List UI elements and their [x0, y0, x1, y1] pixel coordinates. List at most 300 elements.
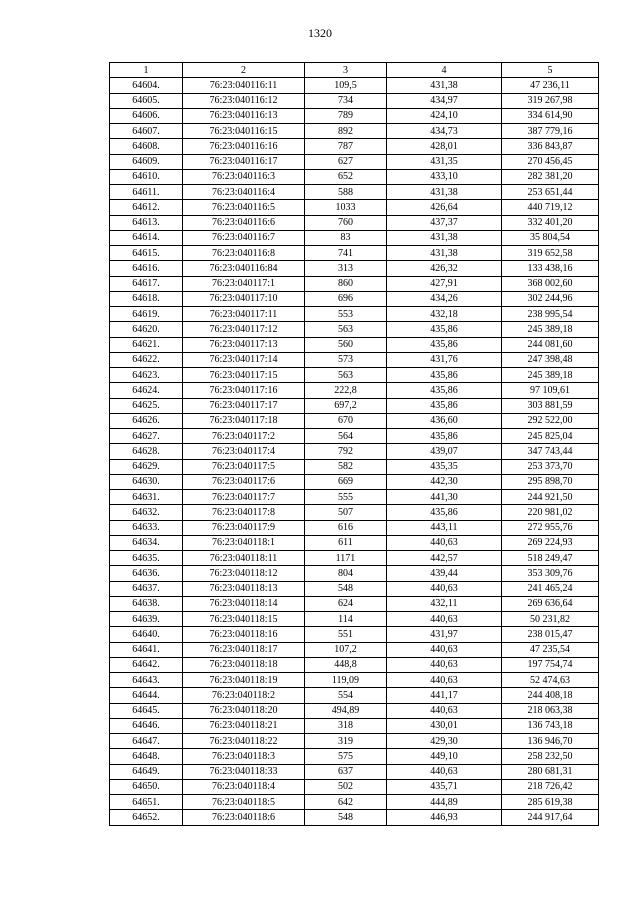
row-number-cell: 64615. [110, 246, 183, 261]
data-table [109, 62, 599, 826]
page-number: 1320 [308, 26, 332, 40]
cadastral-number-cell: 76:23:040118:22 [183, 734, 305, 749]
cadastral-number-cell: 76:23:040117:2 [183, 429, 305, 444]
cadastral-number-cell: 76:23:040118:13 [183, 581, 305, 596]
cadastral-number-cell: 76:23:040117:17 [183, 398, 305, 413]
column-header: 3 [305, 63, 387, 78]
cadastral-number-cell: 76:23:040118:17 [183, 642, 305, 657]
row-number-cell: 64631. [110, 490, 183, 505]
area-cell: 502 [305, 779, 387, 794]
row-number-cell: 64639. [110, 612, 183, 627]
row-number-cell: 64632. [110, 505, 183, 520]
table-row [110, 352, 599, 367]
rate-cell: 440,63 [387, 673, 502, 688]
cadastral-number-cell: 76:23:040118:12 [183, 566, 305, 581]
table-row [110, 337, 599, 352]
area-cell: 575 [305, 749, 387, 764]
cadastral-number-cell: 76:23:040117:15 [183, 368, 305, 383]
table-row [110, 276, 599, 291]
area-cell: 319 [305, 734, 387, 749]
row-number-cell: 64629. [110, 459, 183, 474]
cadastral-number-cell: 76:23:040116:15 [183, 124, 305, 139]
cadastral-number-cell: 76:23:040118:3 [183, 749, 305, 764]
table-row [110, 368, 599, 383]
row-number-cell: 64651. [110, 795, 183, 810]
column-header: 2 [183, 63, 305, 78]
cadastral-number-cell: 76:23:040116:16 [183, 139, 305, 154]
cadastral-number-cell: 76:23:040117:18 [183, 413, 305, 428]
table-row [110, 688, 599, 703]
value-cell: 220 981,02 [502, 505, 599, 520]
cadastral-number-cell: 76:23:040118:18 [183, 657, 305, 672]
area-cell: 670 [305, 413, 387, 428]
row-number-cell: 64650. [110, 779, 183, 794]
table-row [110, 581, 599, 596]
rate-cell: 428,01 [387, 139, 502, 154]
row-number-cell: 64626. [110, 413, 183, 428]
value-cell: 292 522,00 [502, 413, 599, 428]
cadastral-number-cell: 76:23:040118:16 [183, 627, 305, 642]
area-cell: 804 [305, 566, 387, 581]
rate-cell: 442,30 [387, 474, 502, 489]
table-row [110, 307, 599, 322]
value-cell: 253 373,70 [502, 459, 599, 474]
row-number-cell: 64649. [110, 764, 183, 779]
area-cell: 624 [305, 596, 387, 611]
cadastral-number-cell: 76:23:040117:13 [183, 337, 305, 352]
table-row [110, 657, 599, 672]
row-number-cell: 64617. [110, 276, 183, 291]
row-number-cell: 64646. [110, 718, 183, 733]
area-cell: 548 [305, 581, 387, 596]
cadastral-number-cell: 76:23:040116:8 [183, 246, 305, 261]
rate-cell: 440,63 [387, 764, 502, 779]
area-cell: 114 [305, 612, 387, 627]
rate-cell: 437,37 [387, 215, 502, 230]
cadastral-number-cell: 76:23:040118:14 [183, 596, 305, 611]
cadastral-number-cell: 76:23:040116:6 [183, 215, 305, 230]
value-cell: 136 946,70 [502, 734, 599, 749]
value-cell: 244 081,60 [502, 337, 599, 352]
cadastral-number-cell: 76:23:040118:2 [183, 688, 305, 703]
rate-cell: 449,10 [387, 749, 502, 764]
cadastral-number-cell: 76:23:040116:4 [183, 185, 305, 200]
row-number-cell: 64618. [110, 291, 183, 306]
rate-cell: 431,38 [387, 78, 502, 93]
area-cell: 1033 [305, 200, 387, 215]
table-row [110, 551, 599, 566]
value-cell: 269 224,93 [502, 535, 599, 550]
cadastral-number-cell: 76:23:040117:9 [183, 520, 305, 535]
row-number-cell: 64609. [110, 154, 183, 169]
value-cell: 244 408,18 [502, 688, 599, 703]
table-row [110, 261, 599, 276]
area-cell: 119,09 [305, 673, 387, 688]
area-cell: 892 [305, 124, 387, 139]
cadastral-number-cell: 76:23:040117:1 [183, 276, 305, 291]
row-number-cell: 64635. [110, 551, 183, 566]
value-cell: 440 719,12 [502, 200, 599, 215]
value-cell: 244 917,64 [502, 810, 599, 825]
value-cell: 47 235,54 [502, 642, 599, 657]
row-number-cell: 64621. [110, 337, 183, 352]
table-row [110, 520, 599, 535]
cadastral-number-cell: 76:23:040118:5 [183, 795, 305, 810]
table-row [110, 78, 599, 93]
area-cell: 553 [305, 307, 387, 322]
table-row [110, 108, 599, 123]
row-number-cell: 64619. [110, 307, 183, 322]
rate-cell: 431,35 [387, 154, 502, 169]
value-cell: 47 236,11 [502, 78, 599, 93]
value-cell: 353 309,76 [502, 566, 599, 581]
area-cell: 560 [305, 337, 387, 352]
cadastral-number-cell: 76:23:040118:1 [183, 535, 305, 550]
table-row [110, 169, 599, 184]
area-cell: 318 [305, 718, 387, 733]
area-cell: 637 [305, 764, 387, 779]
table-row [110, 627, 599, 642]
value-cell: 136 743,18 [502, 718, 599, 733]
rate-cell: 435,86 [387, 383, 502, 398]
value-cell: 295 898,70 [502, 474, 599, 489]
area-cell: 760 [305, 215, 387, 230]
value-cell: 247 398,48 [502, 352, 599, 367]
table-row [110, 124, 599, 139]
row-number-cell: 64610. [110, 169, 183, 184]
cadastral-number-cell: 76:23:040116:5 [183, 200, 305, 215]
value-cell: 387 779,16 [502, 124, 599, 139]
table-row [110, 398, 599, 413]
row-number-cell: 64640. [110, 627, 183, 642]
rate-cell: 424,10 [387, 108, 502, 123]
table-row [110, 185, 599, 200]
rate-cell: 435,86 [387, 429, 502, 444]
table-row [110, 291, 599, 306]
rate-cell: 440,63 [387, 535, 502, 550]
table-row [110, 749, 599, 764]
row-number-cell: 64608. [110, 139, 183, 154]
row-number-cell: 64614. [110, 230, 183, 245]
row-number-cell: 64612. [110, 200, 183, 215]
row-number-cell: 64633. [110, 520, 183, 535]
table-row [110, 154, 599, 169]
table-row [110, 413, 599, 428]
value-cell: 368 002,60 [502, 276, 599, 291]
value-cell: 241 465,24 [502, 581, 599, 596]
table-header-row [110, 63, 599, 78]
rate-cell: 434,26 [387, 291, 502, 306]
cadastral-number-cell: 76:23:040117:14 [183, 352, 305, 367]
area-cell: 313 [305, 261, 387, 276]
value-cell: 50 231,82 [502, 612, 599, 627]
area-cell: 551 [305, 627, 387, 642]
cadastral-number-cell: 76:23:040116:13 [183, 108, 305, 123]
rate-cell: 440,63 [387, 703, 502, 718]
row-number-cell: 64624. [110, 383, 183, 398]
area-cell: 573 [305, 352, 387, 367]
area-cell: 1171 [305, 551, 387, 566]
area-cell: 548 [305, 810, 387, 825]
rate-cell: 435,86 [387, 322, 502, 337]
cadastral-number-cell: 76:23:040117:12 [183, 322, 305, 337]
value-cell: 272 955,76 [502, 520, 599, 535]
rate-cell: 443,11 [387, 520, 502, 535]
rate-cell: 430,01 [387, 718, 502, 733]
rate-cell: 435,86 [387, 398, 502, 413]
rate-cell: 434,73 [387, 124, 502, 139]
table-row [110, 429, 599, 444]
row-number-cell: 64623. [110, 368, 183, 383]
rate-cell: 431,38 [387, 185, 502, 200]
cadastral-number-cell: 76:23:040117:5 [183, 459, 305, 474]
area-cell: 789 [305, 108, 387, 123]
value-cell: 332 401,20 [502, 215, 599, 230]
area-cell: 582 [305, 459, 387, 474]
row-number-cell: 64638. [110, 596, 183, 611]
cadastral-number-cell: 76:23:040116:84 [183, 261, 305, 276]
value-cell: 97 109,61 [502, 383, 599, 398]
rate-cell: 440,63 [387, 657, 502, 672]
area-cell: 734 [305, 93, 387, 108]
cadastral-number-cell: 76:23:040118:4 [183, 779, 305, 794]
value-cell: 258 232,50 [502, 749, 599, 764]
rate-cell: 436,60 [387, 413, 502, 428]
rate-cell: 439,07 [387, 444, 502, 459]
table-row [110, 596, 599, 611]
cadastral-number-cell: 76:23:040118:15 [183, 612, 305, 627]
area-cell: 109,5 [305, 78, 387, 93]
table-row [110, 505, 599, 520]
area-cell: 787 [305, 139, 387, 154]
table-row [110, 779, 599, 794]
area-cell: 564 [305, 429, 387, 444]
rate-cell: 435,86 [387, 368, 502, 383]
cadastral-number-cell: 76:23:040118:6 [183, 810, 305, 825]
value-cell: 244 921,50 [502, 490, 599, 505]
area-cell: 494,89 [305, 703, 387, 718]
cadastral-number-cell: 76:23:040118:33 [183, 764, 305, 779]
value-cell: 133 438,16 [502, 261, 599, 276]
value-cell: 282 381,20 [502, 169, 599, 184]
area-cell: 792 [305, 444, 387, 459]
row-number-cell: 64642. [110, 657, 183, 672]
area-cell: 611 [305, 535, 387, 550]
row-number-cell: 64607. [110, 124, 183, 139]
table-row [110, 474, 599, 489]
rate-cell: 435,71 [387, 779, 502, 794]
rate-cell: 441,17 [387, 688, 502, 703]
value-cell: 347 743,44 [502, 444, 599, 459]
table-row [110, 490, 599, 505]
area-cell: 697,2 [305, 398, 387, 413]
rate-cell: 432,18 [387, 307, 502, 322]
area-cell: 107,2 [305, 642, 387, 657]
area-cell: 652 [305, 169, 387, 184]
value-cell: 238 015,47 [502, 627, 599, 642]
column-header: 1 [110, 63, 183, 78]
row-number-cell: 64616. [110, 261, 183, 276]
value-cell: 52 474,63 [502, 673, 599, 688]
rate-cell: 427,91 [387, 276, 502, 291]
rate-cell: 440,63 [387, 581, 502, 596]
rate-cell: 431,38 [387, 246, 502, 261]
area-cell: 860 [305, 276, 387, 291]
rate-cell: 431,97 [387, 627, 502, 642]
value-cell: 518 249,47 [502, 551, 599, 566]
row-number-cell: 64620. [110, 322, 183, 337]
area-cell: 588 [305, 185, 387, 200]
rate-cell: 432,11 [387, 596, 502, 611]
table-row [110, 566, 599, 581]
row-number-cell: 64644. [110, 688, 183, 703]
row-number-cell: 64641. [110, 642, 183, 657]
row-number-cell: 64604. [110, 78, 183, 93]
value-cell: 245 825,04 [502, 429, 599, 444]
rate-cell: 435,35 [387, 459, 502, 474]
table-row [110, 215, 599, 230]
rate-cell: 435,86 [387, 505, 502, 520]
rate-cell: 440,63 [387, 642, 502, 657]
table-row [110, 200, 599, 215]
value-cell: 334 614,90 [502, 108, 599, 123]
table-row [110, 535, 599, 550]
table-row [110, 230, 599, 245]
area-cell: 222,8 [305, 383, 387, 398]
rate-cell: 439,44 [387, 566, 502, 581]
table-row [110, 612, 599, 627]
row-number-cell: 64628. [110, 444, 183, 459]
cadastral-number-cell: 76:23:040116:7 [183, 230, 305, 245]
row-number-cell: 64647. [110, 734, 183, 749]
rate-cell: 444,89 [387, 795, 502, 810]
value-cell: 218 726,42 [502, 779, 599, 794]
row-number-cell: 64652. [110, 810, 183, 825]
row-number-cell: 64634. [110, 535, 183, 550]
table-row [110, 444, 599, 459]
rate-cell: 441,30 [387, 490, 502, 505]
row-number-cell: 64643. [110, 673, 183, 688]
table-row [110, 764, 599, 779]
value-cell: 269 636,64 [502, 596, 599, 611]
rate-cell: 434,97 [387, 93, 502, 108]
rate-cell: 446,93 [387, 810, 502, 825]
cadastral-number-cell: 76:23:040116:3 [183, 169, 305, 184]
area-cell: 741 [305, 246, 387, 261]
area-cell: 448,8 [305, 657, 387, 672]
area-cell: 507 [305, 505, 387, 520]
row-number-cell: 64648. [110, 749, 183, 764]
value-cell: 270 456,45 [502, 154, 599, 169]
table-row [110, 139, 599, 154]
row-number-cell: 64636. [110, 566, 183, 581]
row-number-cell: 64645. [110, 703, 183, 718]
area-cell: 669 [305, 474, 387, 489]
area-cell: 696 [305, 291, 387, 306]
cadastral-number-cell: 76:23:040116:11 [183, 78, 305, 93]
cadastral-number-cell: 76:23:040118:19 [183, 673, 305, 688]
column-header: 4 [387, 63, 502, 78]
value-cell: 302 244,96 [502, 291, 599, 306]
value-cell: 238 995,54 [502, 307, 599, 322]
table-row [110, 459, 599, 474]
cadastral-number-cell: 76:23:040117:10 [183, 291, 305, 306]
rate-cell: 431,76 [387, 352, 502, 367]
value-cell: 303 881,59 [502, 398, 599, 413]
cadastral-number-cell: 76:23:040117:8 [183, 505, 305, 520]
cadastral-number-cell: 76:23:040117:16 [183, 383, 305, 398]
area-cell: 563 [305, 322, 387, 337]
table-body [110, 78, 599, 825]
table-row [110, 642, 599, 657]
table-row [110, 246, 599, 261]
table-row [110, 383, 599, 398]
table-row [110, 322, 599, 337]
area-cell: 554 [305, 688, 387, 703]
value-cell: 253 651,44 [502, 185, 599, 200]
cadastral-number-cell: 76:23:040117:11 [183, 307, 305, 322]
cadastral-number-cell: 76:23:040118:21 [183, 718, 305, 733]
row-number-cell: 64613. [110, 215, 183, 230]
cadastral-number-cell: 76:23:040117:7 [183, 490, 305, 505]
table-row [110, 673, 599, 688]
rate-cell: 442,57 [387, 551, 502, 566]
table-row [110, 734, 599, 749]
row-number-cell: 64606. [110, 108, 183, 123]
value-cell: 336 843,87 [502, 139, 599, 154]
value-cell: 285 619,38 [502, 795, 599, 810]
rate-cell: 426,32 [387, 261, 502, 276]
table-row [110, 93, 599, 108]
table-row [110, 718, 599, 733]
rate-cell: 426,64 [387, 200, 502, 215]
column-header: 5 [502, 63, 599, 78]
row-number-cell: 64605. [110, 93, 183, 108]
rate-cell: 440,63 [387, 612, 502, 627]
table-row [110, 795, 599, 810]
rate-cell: 435,86 [387, 337, 502, 352]
row-number-cell: 64611. [110, 185, 183, 200]
row-number-cell: 64622. [110, 352, 183, 367]
table-row [110, 810, 599, 825]
rate-cell: 431,38 [387, 230, 502, 245]
value-cell: 319 652,58 [502, 246, 599, 261]
cadastral-number-cell: 76:23:040116:17 [183, 154, 305, 169]
table-row [110, 703, 599, 718]
value-cell: 245 389,18 [502, 368, 599, 383]
cadastral-number-cell: 76:23:040118:11 [183, 551, 305, 566]
row-number-cell: 64625. [110, 398, 183, 413]
value-cell: 35 804,54 [502, 230, 599, 245]
row-number-cell: 64630. [110, 474, 183, 489]
area-cell: 83 [305, 230, 387, 245]
value-cell: 280 681,31 [502, 764, 599, 779]
row-number-cell: 64627. [110, 429, 183, 444]
rate-cell: 429,30 [387, 734, 502, 749]
area-cell: 555 [305, 490, 387, 505]
area-cell: 627 [305, 154, 387, 169]
value-cell: 197 754,74 [502, 657, 599, 672]
value-cell: 319 267,98 [502, 93, 599, 108]
value-cell: 218 063,38 [502, 703, 599, 718]
area-cell: 642 [305, 795, 387, 810]
area-cell: 616 [305, 520, 387, 535]
cadastral-number-cell: 76:23:040116:12 [183, 93, 305, 108]
rate-cell: 433,10 [387, 169, 502, 184]
value-cell: 245 389,18 [502, 322, 599, 337]
cadastral-number-cell: 76:23:040117:4 [183, 444, 305, 459]
cadastral-number-cell: 76:23:040118:20 [183, 703, 305, 718]
